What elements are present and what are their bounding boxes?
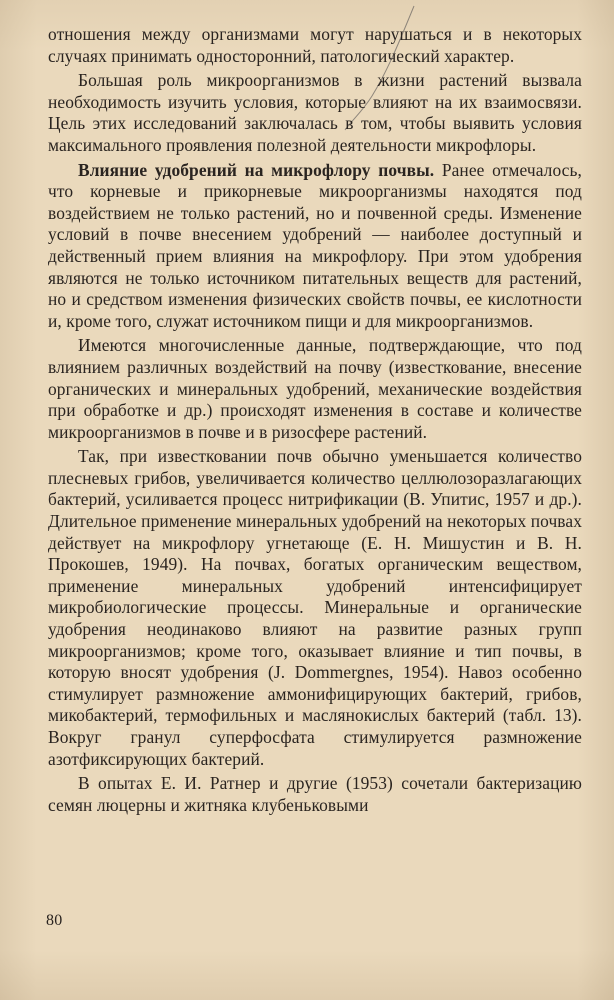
paragraph xyxy=(48,773,582,816)
paragraph-text: В опытах Е. И. Ратнер и другие (1953) сочетали бактеризацию семян люцерны и житняка клубеньковыми xyxy=(48,773,582,815)
paragraph xyxy=(48,335,582,443)
paragraph-continuation xyxy=(48,24,582,67)
paragraph-text: Имеются многочисленные данные, подтверждающие, что под влиянием различных воздействий на почву (известкование, внесение органических и минеральных удобрений, механические воздействия при обработке и др.) происходят изменения в составе и количестве микроорганизмов в почве и в ризосфере растений. xyxy=(48,335,582,442)
inline-section-heading: Влияние удобрений на микрофлору почвы. xyxy=(78,159,435,180)
paragraph xyxy=(48,70,582,156)
paragraph xyxy=(48,446,582,770)
paragraph-text: Так, при известковании почв обычно уменьшается количество плесневых грибов, увеличивается количество целлюлозоразлагающих бактерий, усиливается процесс нитрификации (В. Упитис, 1957 и др.). Длительное применение минеральных удобрений на некоторых почвах действует на микрофлору угнетающе (Е. Н. Мишустин и В. Н. Прокошев, 1949). На почвах, богатых органическим веществом, применение минеральных удобрений интенсифицирует микробиологические процессы. Минеральные и органические удобрения неодинаково влияют на развитие разных групп микроорганизмов; кроме того, оказывает влияние и тип почвы, в которую вносят удобрения (J. Dommergnes, 1954). Навоз особенно стимулирует размножение аммонифицирующих бактерий, грибов, микобактерий, термофильных и маслянокислых бактерий (табл. 13). Вокруг гранул суперфосфата стимулируется размножение азотфиксирующих бактерий. xyxy=(48,446,582,769)
paragraph-with-heading xyxy=(48,160,582,333)
body-text xyxy=(48,24,582,816)
paragraph-text: отношения между организмами могут нарушаться и в некоторых случаях принимать односторонний, патологический характер. xyxy=(48,24,582,66)
paragraph-text: Ранее отмечалось, что корневые и прикорневые микроорганизмы находятся под воздействием не только растений, но и почвенной среды. Изменение условий в почве внесением удобрений — наиболее доступный и действенный прием влияния на микрофлору. При этом удобрения являются не только источником питательных веществ для растений, но и средством изменения физических свойств почвы, ее кислотности и, кроме того, служат источником пищи и для микроорганизмов. xyxy=(48,159,582,331)
page-number: 80 xyxy=(46,912,63,929)
paragraph-text: Большая роль микроорганизмов в жизни растений вызвала необходимость изучить условия, которые влияют на их взаимосвязи. Цель этих исследований заключалась в том, чтобы выявить условия максимального проявления полезной деятельности микрофлоры. xyxy=(48,70,582,155)
